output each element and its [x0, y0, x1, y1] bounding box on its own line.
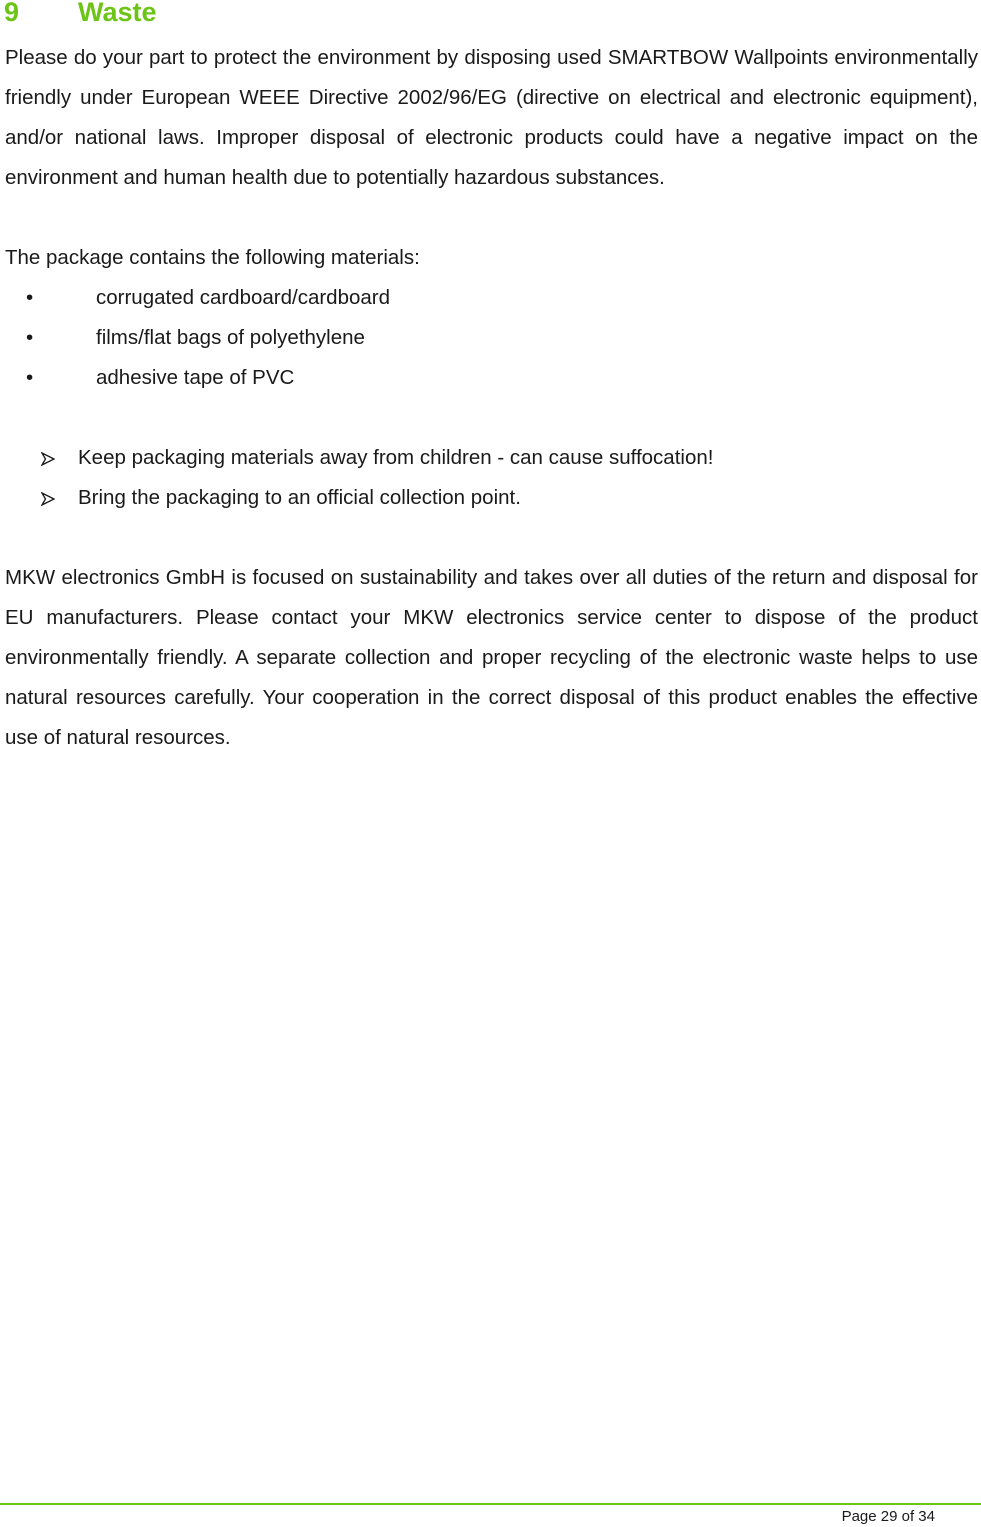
- materials-list: [5, 278, 978, 398]
- list-item: [5, 358, 978, 398]
- spacer: [5, 198, 978, 238]
- closing-paragraph: MKW electronics GmbH is focused on sustainability and takes over all duties of the return and disposal for EU manufacturers. Please contact your MKW electronics service center to dispose of the product environmentally friendly. A separate collection and proper recycling of the electronic waste helps to use natural resources carefully. Your cooperation in the correct disposal of this product enables the effective use of natural resources.: [5, 566, 978, 749]
- list-item: [5, 278, 978, 318]
- list-item: [5, 438, 978, 478]
- section-title: Waste: [78, 0, 157, 27]
- bullet-icon: •: [26, 286, 34, 309]
- list-item: [5, 318, 978, 358]
- spacer: [5, 518, 978, 558]
- list-item-text: Bring the packaging to an official collection point.: [78, 486, 521, 509]
- spacer: [5, 398, 978, 438]
- section-number: 9: [4, 0, 20, 27]
- intro-paragraph: Please do your part to protect the environment by disposing used SMARTBOW Wallpoints environmentally friendly under European WEEE Directive 2002/96/EG (directive on electrical and electronic equipment), and/or national laws. Improper disposal of electronic products could have a negative impact on the environment and human health due to potentially hazardous substances.: [5, 46, 978, 189]
- instructions-list: [5, 438, 978, 518]
- list-item-text: Keep packaging materials away from children - can cause suffocation!: [78, 446, 714, 469]
- package-intro-text: The package contains the following materials:: [5, 246, 420, 269]
- page-number: Page 29 of 34: [841, 1508, 935, 1525]
- section-body: [5, 38, 978, 758]
- arrowhead-bullet-icon: [41, 452, 55, 466]
- list-item-text: adhesive tape of PVC: [96, 366, 295, 389]
- footer-divider: [0, 1503, 981, 1505]
- bullet-icon: •: [26, 326, 34, 349]
- arrowhead-bullet-icon: [41, 492, 55, 506]
- list-item-text: corrugated cardboard/cardboard: [96, 286, 391, 309]
- section-heading: [4, 0, 157, 28]
- bullet-icon: •: [26, 366, 34, 389]
- list-item: [5, 478, 978, 518]
- list-item-text: films/flat bags of polyethylene: [96, 326, 365, 349]
